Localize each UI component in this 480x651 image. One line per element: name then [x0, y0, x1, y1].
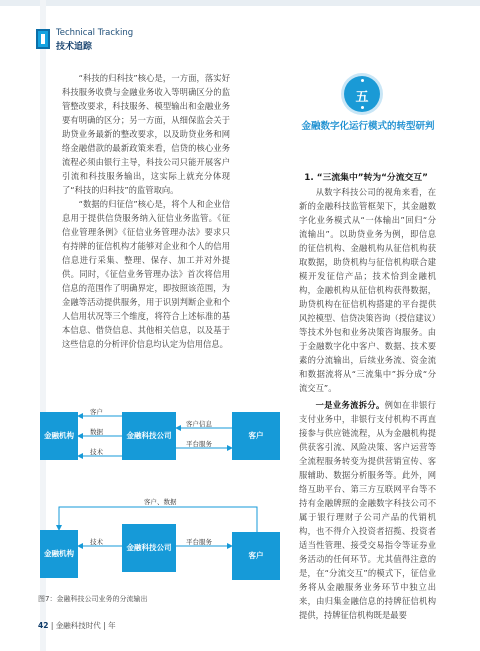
arrow-label: 客户、数据 [144, 498, 177, 506]
issue-mark: 年 [108, 621, 116, 630]
arrow-label: 技术 [90, 538, 103, 546]
footer-separator: | [50, 621, 54, 630]
arrow-label: 技术 [90, 448, 103, 456]
box-financial-institution: 金融机构 [40, 530, 78, 578]
paragraph: “数据的归征信”核心是，将个人和企业信息用于提供信贷服务纳入征信业务监管。《征信业管理条例》《征信业务管理办法》要求只有持牌的征信机构才能够对企业和个人的信用信息进行采集、整理、保存、加工并对外提供。同时，《征信业务管理办法》首次将信用信息的范围作了明确界定，即按照该范围，为金融等活动提供服务，用于识别判断企业和个人信用状况等三个维度，将符合上述标准的基本信息、借贷信息、其他相关信息，以及基于这些信息的分析评价信息均认定为信用信息。 [62, 199, 230, 349]
arrow-label: 平台服务 [186, 538, 212, 546]
brand-logo-icon [36, 29, 50, 49]
page-number: 42 [38, 621, 49, 630]
box-fintech-company: 金融科技公司 [122, 412, 176, 460]
section-number-badge [344, 76, 380, 112]
right-column [299, 171, 436, 622]
footer-separator: | [103, 621, 106, 630]
subhead-lead: 一是业务流拆分。 [315, 400, 385, 410]
figure-diagram [38, 404, 282, 592]
section-title: 金融数字化运行模式的转型研判 [301, 121, 435, 132]
magazine-name: 金融科技时代 [55, 621, 101, 630]
section-number: 五 [355, 90, 369, 105]
subsection-heading: 1. “三流集中”转为“分流交互” [304, 173, 428, 183]
box-financial-institution: 金融机构 [40, 412, 78, 460]
top-bar [0, 0, 480, 6]
arrow-label: 数据 [90, 428, 103, 436]
paragraph [299, 398, 436, 622]
column-brand [36, 28, 176, 52]
box-customer: 客户 [232, 532, 280, 580]
dot-icon [361, 106, 364, 109]
paragraph: “科技的归科技”核心是，一方面，落实好科技服务收费与金融业务收入等明确区分的监管整改要求，科技服务、模型输出和金融业务要有明确的区分；另一方面，从细保监会关于助贷业务最新的整改要求，以及助贷业务和网络金融借款的最新政策来看，信贷的核心业务流程必须由银行主导，科技公司只能开展客户引流和科技服务输出，这实际上就充分体现了“科技的归科技”的监管取向。 [62, 73, 230, 195]
arrow-label: 客户信息 [186, 420, 212, 428]
box-fintech-company: 金融科技公司 [122, 524, 176, 572]
figure-caption: 图7：金融科技公司业务的分流输出 [38, 595, 148, 603]
page-footer [38, 620, 116, 631]
brand-english: Technical Tracking [56, 28, 134, 38]
brand-chinese: 技术追踪 [56, 42, 93, 52]
arrow-label: 平台服务 [186, 440, 212, 448]
paragraph: 从数字科技公司的视角来看，在新的金融科技监管框架下，其金融数字化业务模式从“一体输出”回归“分流输出”。以助贷业务为例，即信息的征信机构、金融机构从征信机构获取数据，助贷机构与征信机构联合建模开发征信产品；技术恰到金融机构，金融机构从征信机构获得数据，助贷机构在征信机构搭建的平台提供风控模型、信贷决策咨询（授信建议）等技术外包和业务决策咨询服务。由于金融数字化中客户、数据、技术要素的分流输出，后续业务流、资金流和数据流将从“三流集中”拆分成“分流交互”。 [299, 187, 436, 393]
dot-icon [361, 79, 364, 82]
box-customer: 客户 [232, 412, 280, 460]
arrow-label: 客户 [90, 408, 103, 416]
left-column [62, 71, 230, 351]
paragraph-text: 例如在非银行支付业务中，非银行支付机构不再直接参与供应链流程，从为金融机构提供获客引流、风险决策、客户运营等全流程服务转变为提供营销宣传、客服辅助、数据分析服务等。此外，网络互助平台、第三方互联网平台等不持有金融牌照的金融数字科技公司不属于银行理财子公司产品的代销机构，也不得介入投资者招揽、投资者适当性管理、接受交易指令等证券业务活动的任何环节。尤其值得注意的是，在“分流交互”的模式下，征信业务将从金融服务业务环节中独立出来，由归集金融信息的持牌征信机构提供，持牌征信机构既是最要 [299, 400, 436, 620]
